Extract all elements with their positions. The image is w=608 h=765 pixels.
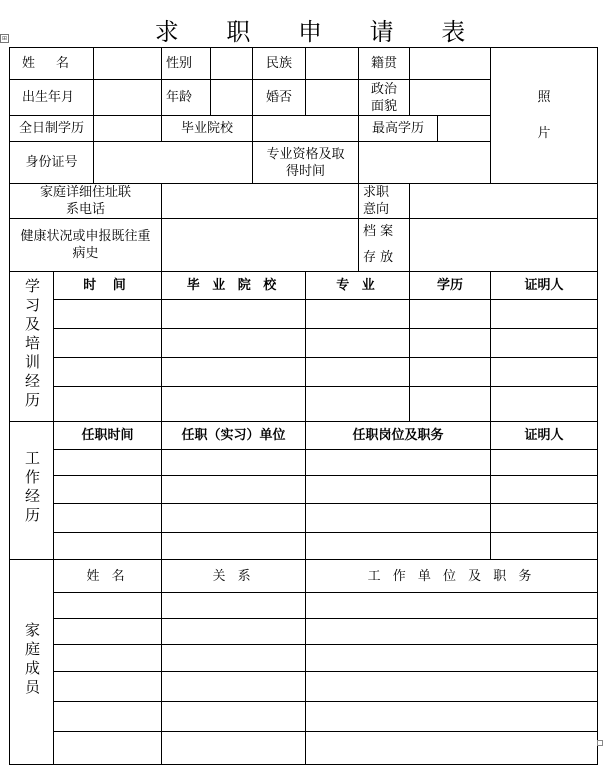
- family-cell[interactable]: [54, 645, 162, 672]
- work-cell[interactable]: [54, 450, 162, 476]
- study-cell[interactable]: [162, 300, 306, 329]
- work-cell[interactable]: [162, 450, 306, 476]
- work-header-reference: 证明人: [491, 422, 598, 450]
- study-cell[interactable]: [491, 300, 598, 329]
- fulltime-edu-label: 全日制学历: [10, 116, 94, 142]
- family-cell[interactable]: [306, 619, 598, 645]
- page-title: 求 职 申 请 表: [154, 18, 486, 46]
- study-cell[interactable]: [54, 387, 162, 422]
- study-header-major: 专 业: [306, 272, 410, 300]
- family-cell[interactable]: [54, 702, 162, 732]
- work-cell[interactable]: [162, 476, 306, 504]
- photo-box[interactable]: [491, 48, 598, 184]
- political-field[interactable]: [410, 80, 491, 116]
- qualification-field[interactable]: [359, 142, 491, 184]
- family-cell[interactable]: [162, 645, 306, 672]
- birth-date-label: 出生年月: [10, 80, 94, 116]
- age-field[interactable]: [211, 80, 253, 116]
- work-cell[interactable]: [306, 533, 491, 560]
- job-intent-label: 求职意向: [359, 184, 410, 219]
- work-cell[interactable]: [306, 504, 491, 533]
- family-section-label: 家庭成员: [10, 560, 54, 765]
- resize-handle[interactable]: [597, 740, 603, 746]
- photo-label-2: 片: [537, 125, 551, 141]
- name-label: 姓 名: [10, 48, 94, 80]
- work-header-time: 任职时间: [54, 422, 162, 450]
- name-field[interactable]: [94, 48, 162, 80]
- health-field[interactable]: [162, 219, 359, 272]
- family-cell[interactable]: [162, 732, 306, 765]
- work-cell[interactable]: [491, 450, 598, 476]
- highest-edu-label: 最高学历: [359, 116, 438, 142]
- work-cell[interactable]: [306, 476, 491, 504]
- application-form-table: [9, 47, 598, 765]
- study-header-school: 毕 业 院 校: [162, 272, 306, 300]
- work-header-position: 任职岗位及职务: [306, 422, 491, 450]
- marital-label: 婚否: [253, 80, 306, 116]
- work-cell[interactable]: [162, 533, 306, 560]
- ethnicity-field[interactable]: [306, 48, 359, 80]
- family-cell[interactable]: [54, 672, 162, 702]
- work-cell[interactable]: [162, 504, 306, 533]
- native-place-label: 籍贯: [359, 48, 410, 80]
- native-place-field[interactable]: [410, 48, 491, 80]
- study-cell[interactable]: [410, 300, 491, 329]
- study-cell[interactable]: [306, 358, 410, 387]
- study-cell[interactable]: [54, 300, 162, 329]
- work-cell[interactable]: [54, 533, 162, 560]
- id-number-field[interactable]: [94, 142, 253, 184]
- study-cell[interactable]: [54, 358, 162, 387]
- school-label: 毕业院校: [162, 116, 253, 142]
- job-intent-field[interactable]: [410, 184, 598, 219]
- family-cell[interactable]: [306, 672, 598, 702]
- study-cell[interactable]: [410, 387, 491, 422]
- address-phone-field[interactable]: [162, 184, 359, 219]
- study-cell[interactable]: [54, 329, 162, 358]
- archive-field[interactable]: [410, 219, 598, 272]
- work-cell[interactable]: [491, 476, 598, 504]
- study-cell[interactable]: [162, 329, 306, 358]
- study-cell[interactable]: [306, 387, 410, 422]
- study-cell[interactable]: [491, 387, 598, 422]
- id-number-label: 身份证号: [10, 142, 94, 184]
- study-cell[interactable]: [162, 358, 306, 387]
- work-section-label: 工作经历: [10, 422, 54, 560]
- family-cell[interactable]: [162, 593, 306, 619]
- study-cell[interactable]: [306, 300, 410, 329]
- political-label: 政治面貌: [359, 80, 410, 116]
- work-cell[interactable]: [54, 504, 162, 533]
- work-cell[interactable]: [491, 533, 598, 560]
- gender-label: 性别: [162, 48, 211, 80]
- family-cell[interactable]: [306, 593, 598, 619]
- study-header-reference: 证明人: [491, 272, 598, 300]
- family-cell[interactable]: [162, 672, 306, 702]
- marital-field[interactable]: [306, 80, 359, 116]
- family-cell[interactable]: [162, 619, 306, 645]
- highest-edu-field[interactable]: [438, 116, 491, 142]
- family-cell[interactable]: [306, 645, 598, 672]
- family-header-name: 姓 名: [54, 560, 162, 593]
- study-section-label: 学习及培训经历: [10, 272, 54, 422]
- family-header-relation: 关 系: [162, 560, 306, 593]
- study-cell[interactable]: [410, 329, 491, 358]
- family-cell[interactable]: [54, 593, 162, 619]
- qualification-label: 专业资格及取得时间: [253, 142, 359, 184]
- table-anchor-icon[interactable]: ⊞: [1, 35, 8, 42]
- age-label: 年龄: [162, 80, 211, 116]
- birth-date-field[interactable]: [94, 80, 162, 116]
- work-header-unit: 任职（实习）单位: [162, 422, 306, 450]
- family-header-work-unit: 工 作 单 位 及 职 务: [306, 560, 598, 593]
- study-cell[interactable]: [306, 329, 410, 358]
- ethnicity-label: 民族: [253, 48, 306, 80]
- study-header-degree: 学历: [410, 272, 491, 300]
- school-field[interactable]: [253, 116, 359, 142]
- photo-label-1: 照: [537, 89, 551, 105]
- study-cell[interactable]: [410, 358, 491, 387]
- family-cell[interactable]: [306, 702, 598, 732]
- family-cell[interactable]: [306, 732, 598, 765]
- address-phone-label: 家庭详细住址联系电话: [10, 184, 162, 219]
- work-cell[interactable]: [306, 450, 491, 476]
- work-cell[interactable]: [54, 476, 162, 504]
- health-label: 健康状况或申报既往重病史: [10, 219, 162, 272]
- archive-label: 档 案 存 放: [359, 219, 410, 272]
- gender-field[interactable]: [211, 48, 253, 80]
- study-header-time: 时 间: [54, 272, 162, 300]
- family-cell[interactable]: [54, 619, 162, 645]
- family-cell[interactable]: [162, 702, 306, 732]
- study-cell[interactable]: [162, 387, 306, 422]
- family-cell[interactable]: [54, 732, 162, 765]
- fulltime-edu-field[interactable]: [94, 116, 162, 142]
- study-cell[interactable]: [491, 329, 598, 358]
- study-cell[interactable]: [491, 358, 598, 387]
- work-cell[interactable]: [491, 504, 598, 533]
